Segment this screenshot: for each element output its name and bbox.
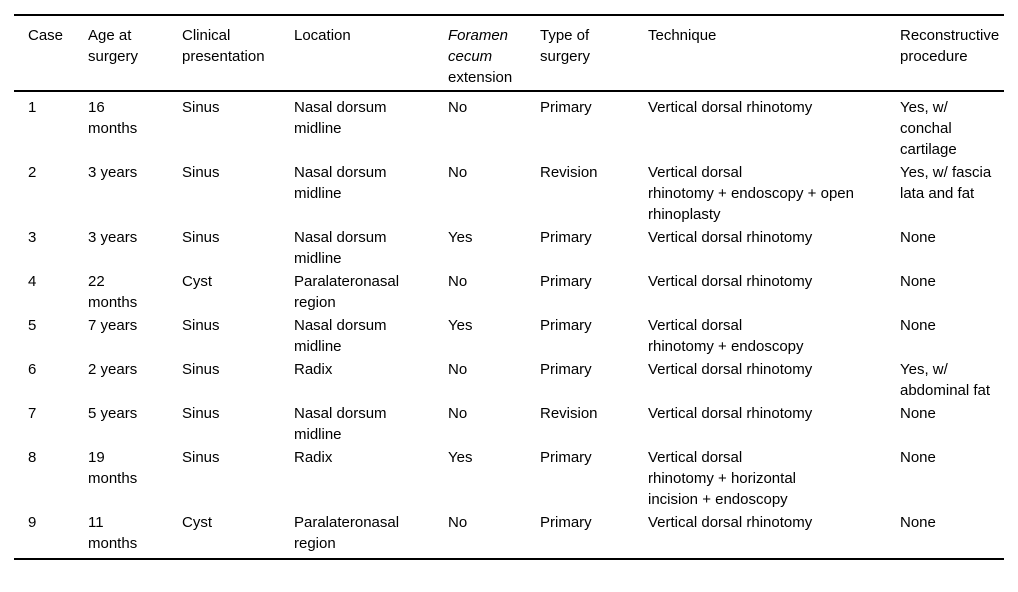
cell-reconstructive-procedure: None (900, 273, 936, 290)
cell-age-at-surgery: 22 months (88, 273, 138, 311)
cell-case: 1 (28, 99, 37, 116)
table-row (14, 446, 1004, 511)
table-row (14, 91, 1004, 161)
cell-clinical-presentation: Sinus (182, 229, 220, 246)
table-header (14, 15, 1004, 91)
cell-type-of-surgery: Primary (540, 514, 592, 531)
cell-clinical-presentation: Sinus (182, 164, 220, 181)
table-row (14, 511, 1004, 559)
cell-location: Nasal dorsum midline (294, 164, 387, 202)
cell-location: Nasal dorsum midline (294, 229, 387, 267)
cell-reconstructive-procedure: None (900, 405, 936, 422)
cell-age-at-surgery: 7 years (88, 317, 138, 334)
cell-technique: Vertical dorsal rhinotomy (648, 273, 813, 290)
cell-case: 9 (28, 514, 37, 531)
cell-technique: Vertical dorsal rhinotomy (648, 99, 813, 116)
table-row (14, 358, 1004, 402)
extension-label: extension (448, 69, 513, 86)
cases-table (14, 14, 1004, 560)
cell-clinical-presentation: Sinus (182, 99, 220, 116)
cell-type-of-surgery: Primary (540, 273, 592, 290)
cell-clinical-presentation: Cyst (182, 273, 212, 290)
col-header-foramen-cecum-extension (448, 15, 540, 91)
foramen-cecum-italic-label: Foramen cecum (448, 27, 509, 65)
cell-technique: Vertical dorsal rhinotomy + endoscopy (648, 317, 804, 355)
cell-reconstructive-procedure: None (900, 229, 936, 246)
cell-clinical-presentation: Sinus (182, 449, 220, 466)
cell-reconstructive-procedure: None (900, 449, 936, 466)
cell-type-of-surgery: Primary (540, 449, 592, 466)
cell-location: Nasal dorsum midline (294, 99, 387, 137)
cell-reconstructive-procedure: Yes, w/ abdominal fat (900, 361, 991, 399)
cell-foramen-cecum-extension: Yes (448, 317, 473, 334)
cell-location: Nasal dorsum midline (294, 405, 387, 443)
cell-foramen-cecum-extension: Yes (448, 229, 473, 246)
cell-reconstructive-procedure: Yes, w/ fascia lata and fat (900, 164, 992, 202)
cell-foramen-cecum-extension: No (448, 514, 468, 531)
cell-technique: Vertical dorsal rhinotomy (648, 229, 813, 246)
cell-case: 6 (28, 361, 37, 378)
cell-location: Radix (294, 449, 333, 466)
col-header-location: Location (294, 15, 448, 91)
col-header-case: Case (14, 15, 88, 91)
cell-clinical-presentation: Cyst (182, 514, 212, 531)
cell-age-at-surgery: 3 years (88, 229, 138, 246)
cell-clinical-presentation: Sinus (182, 361, 220, 378)
table-row (14, 314, 1004, 358)
cell-foramen-cecum-extension: No (448, 164, 468, 181)
table-row (14, 402, 1004, 446)
header-row (14, 15, 1004, 91)
cell-case: 3 (28, 229, 37, 246)
cell-location: Nasal dorsum midline (294, 317, 387, 355)
col-header-age-at-surgery: Age at surgery (88, 15, 182, 91)
cell-age-at-surgery: 2 years (88, 361, 138, 378)
cell-technique: Vertical dorsal rhinotomy (648, 361, 813, 378)
cell-case: 8 (28, 449, 37, 466)
cell-foramen-cecum-extension: No (448, 99, 468, 116)
cell-foramen-cecum-extension: Yes (448, 449, 473, 466)
cell-type-of-surgery: Primary (540, 317, 592, 334)
cell-technique: Vertical dorsal rhinotomy + endoscopy + open rhinoplasty (648, 164, 854, 223)
cell-location: Radix (294, 361, 333, 378)
table-row (14, 226, 1004, 270)
cell-type-of-surgery: Primary (540, 229, 592, 246)
cell-clinical-presentation: Sinus (182, 317, 220, 334)
cell-location: Paralateronasal region (294, 514, 400, 552)
col-header-technique: Technique (648, 15, 900, 91)
cell-location: Paralateronasal region (294, 273, 400, 311)
cell-case: 4 (28, 273, 37, 290)
cell-type-of-surgery: Revision (540, 405, 598, 422)
table-row (14, 270, 1004, 314)
cell-age-at-surgery: 5 years (88, 405, 138, 422)
cell-foramen-cecum-extension: No (448, 405, 468, 422)
cell-reconstructive-procedure: Yes, w/ conchal cartilage (900, 99, 957, 158)
table-row (14, 161, 1004, 226)
cell-age-at-surgery: 11 months (88, 514, 138, 552)
table-body (14, 91, 1004, 559)
cell-technique: Vertical dorsal rhinotomy + horizontal incision + endoscopy (648, 449, 796, 508)
cell-type-of-surgery: Primary (540, 99, 592, 116)
cell-age-at-surgery: 19 months (88, 449, 138, 487)
col-header-reconstructive-procedure: Reconstructive procedure (900, 15, 1004, 91)
cell-type-of-surgery: Revision (540, 164, 598, 181)
col-header-clinical-presentation: Clinical presentation (182, 15, 294, 91)
cell-clinical-presentation: Sinus (182, 405, 220, 422)
cell-technique: Vertical dorsal rhinotomy (648, 514, 813, 531)
cell-technique: Vertical dorsal rhinotomy (648, 405, 813, 422)
cell-case: 5 (28, 317, 37, 334)
cell-reconstructive-procedure: None (900, 514, 936, 531)
cell-age-at-surgery: 3 years (88, 164, 138, 181)
cell-type-of-surgery: Primary (540, 361, 592, 378)
col-header-type-of-surgery: Type of surgery (540, 15, 648, 91)
cell-foramen-cecum-extension: No (448, 361, 468, 378)
cell-case: 7 (28, 405, 37, 422)
cell-case: 2 (28, 164, 37, 181)
cell-age-at-surgery: 16 months (88, 99, 138, 137)
cell-foramen-cecum-extension: No (448, 273, 468, 290)
cell-reconstructive-procedure: None (900, 317, 936, 334)
